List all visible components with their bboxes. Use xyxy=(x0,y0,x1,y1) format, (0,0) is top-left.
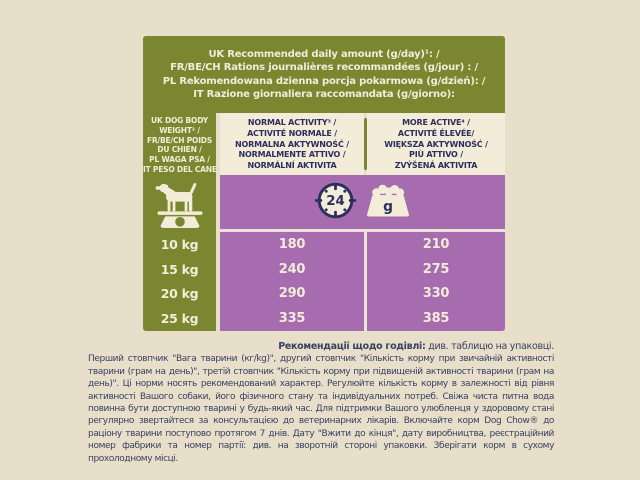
weight-header-line: PL WAGA PSA / xyxy=(149,155,210,165)
normal-amount-cell: 290 xyxy=(278,286,306,302)
feeding-instructions-text: Перший стовпчик "Вага тварини (кг/kg)", другий стовпчик "Кількість корму при звичайній активності тварини (грам на день)", третій стовпчик "Кількість корму при підвищеній активності тварини (грам на день)". Ці норми носять рекомендований характер. Регулюйте кількість корму в залежності від рівня активності Вашого собаки, його фізичного стану та індивідуальних потреб. Свіжа чиста питна вода повинна бути доступною тварині у будь-який час. Для підтримки Вашого улюбленця у здоровому стані регулярно звертайтеся за консультацією до ветеринарних лікарів. Включайте корм Dog Chow® до раціону тварини поступово протягом 7 днів. Дату "Вжити до кінця", дату виробництва, реєстраційний номер фабрики та номер партії: див. на зворотній стороні упаковки. Зберігати корм в сухому прохолодному місці. xyxy=(88,354,554,464)
weight-header-line: WEIGHT² / xyxy=(159,125,200,135)
weight-cell: 10 kg xyxy=(160,236,199,252)
weight-header-line: IT PESO DEL CANE xyxy=(143,164,217,174)
feeding-recommendation-heading xyxy=(88,341,554,353)
weight-header-line: FR/BE/CH POIDS xyxy=(146,135,213,145)
title-line-fr: FR/BE/CH Rations journalières recommandées (g/jour) : / xyxy=(170,62,478,73)
normal-header-line: NORMAL ACTIVITY³ / xyxy=(247,118,337,127)
normal-amount-cell: 180 xyxy=(278,236,306,252)
bowl-grams-label: g xyxy=(382,198,393,215)
clock-24-label: 24 xyxy=(325,193,345,209)
active-amount-cell: 275 xyxy=(422,261,450,277)
normal-header-line: ACTIVITÉ NORMALE / xyxy=(247,128,337,138)
normal-header-line: NORMÁLNÍ AKTIVITA xyxy=(247,161,337,171)
weight-rows xyxy=(143,232,216,331)
active-header-line: MORE ACTIVE⁴ / xyxy=(402,118,470,127)
active-header-line: ACTIVITÉ ÉLEVÉE/ xyxy=(397,128,475,138)
dog-weight-column-header xyxy=(143,113,216,175)
food-bowl-icon xyxy=(364,183,412,222)
title-line-pl: PL Rekomendowana dzienna porcja pokarmowa (g/dzień): / xyxy=(162,75,486,87)
active-amount-cell: 330 xyxy=(422,286,450,302)
active-header-line: WIĘKSZA AKTYWNOŚĆ / xyxy=(384,139,488,149)
table-title xyxy=(143,36,505,113)
heading-rest: див. таблицю на упаковці. xyxy=(425,341,554,352)
dog-weight-column xyxy=(143,113,216,331)
active-header-line: ZVÝŠENÁ AKTIVITA xyxy=(394,161,478,171)
footer-note xyxy=(88,341,554,465)
dog-on-scale-icon xyxy=(143,175,216,232)
normal-amount-cell: 335 xyxy=(278,311,306,327)
weight-header-line: UK DOG BODY xyxy=(151,116,208,125)
normal-activity-header xyxy=(220,113,364,175)
weight-cell: 15 kg xyxy=(160,261,199,277)
active-amount-cell: 385 xyxy=(422,311,450,327)
weight-header-line: DU CHIEN / xyxy=(157,145,202,155)
weight-cell: 25 kg xyxy=(160,311,199,327)
normal-header-line: NORMALNA AKTYWNOŚĆ / xyxy=(235,139,349,149)
daily-amount-area xyxy=(220,175,505,331)
feeding-table xyxy=(143,36,505,331)
icon-band xyxy=(220,175,505,229)
clock-24h-icon xyxy=(314,179,357,226)
title-line-it: IT Razione giornaliera raccomandata (g/giorno): xyxy=(193,89,455,100)
normal-activity-amounts xyxy=(220,232,364,331)
normal-amount-cell: 240 xyxy=(278,261,306,277)
weight-cell: 20 kg xyxy=(160,286,199,302)
title-line-uk: UK Recommended daily amount (g/day)¹: / xyxy=(208,48,440,60)
heading-bold: Рекомендації щодо годівлі: xyxy=(278,341,426,352)
more-active-amounts xyxy=(367,232,505,331)
active-header-line: PIÙ ATTIVO / xyxy=(409,150,463,160)
normal-header-line: NORMALMENTE ATTIVO / xyxy=(238,150,346,160)
active-amount-cell: 210 xyxy=(422,236,450,252)
more-active-header xyxy=(367,113,505,175)
